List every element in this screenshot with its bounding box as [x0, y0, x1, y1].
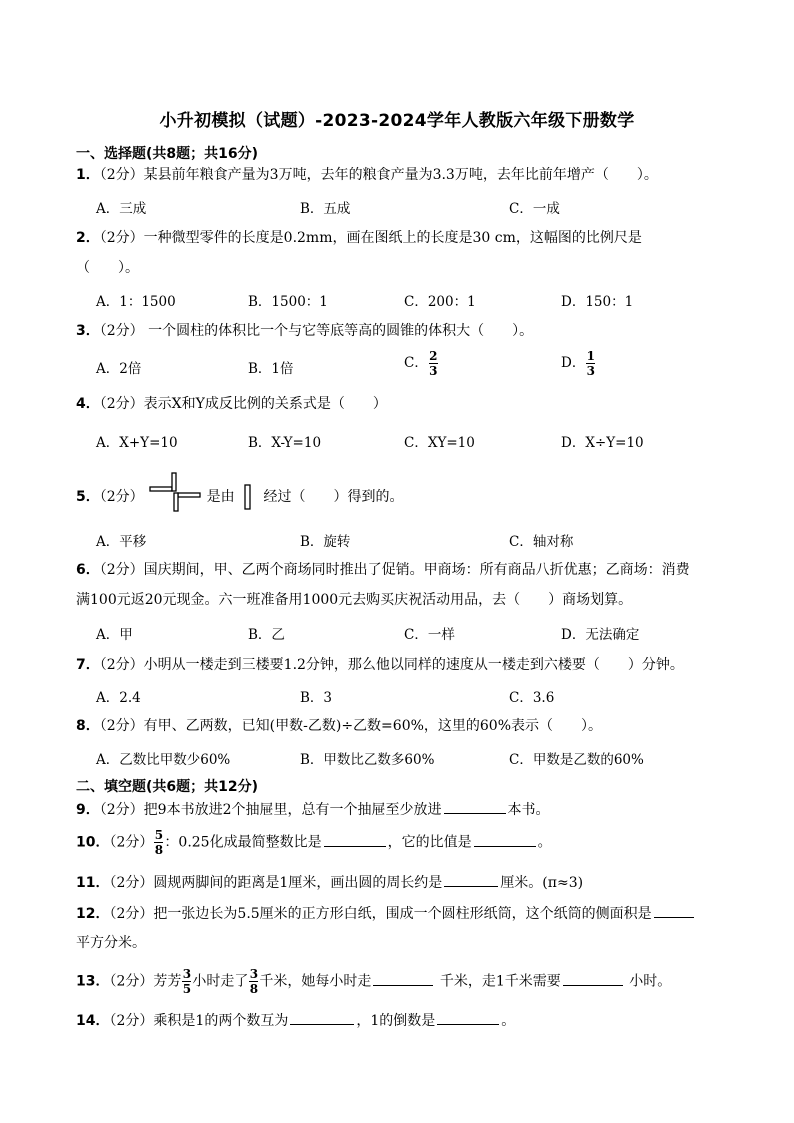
answer-blank[interactable]: [444, 872, 498, 887]
question-score: （2分）: [99, 396, 144, 412]
question-13: [76, 968, 726, 995]
question-text: 千米，走1千米需要: [435, 973, 561, 990]
pinwheel-figure: [148, 472, 202, 512]
question-number: 9．: [76, 802, 100, 818]
question-score: （2分）: [109, 834, 154, 851]
question-6-continued: 满100元返20元现金。六一班准备用1000元去购买庆祝活动用品，去（ ）商场划算。: [76, 592, 633, 608]
question-score: （2分）: [99, 489, 144, 505]
option-a[interactable]: A．1：1500: [96, 294, 176, 310]
question-text: 本书。: [507, 802, 550, 818]
fraction-denominator: 3: [429, 364, 438, 378]
option-c[interactable]: C．一样: [404, 627, 455, 643]
question-number: 3．: [76, 323, 100, 339]
option-b[interactable]: B．旋转: [300, 534, 351, 550]
option-a[interactable]: A．甲: [96, 627, 133, 643]
answer-blank[interactable]: [474, 832, 536, 847]
question-score: （2分）: [109, 875, 154, 891]
rectangle-figure: [239, 482, 259, 512]
fraction-numerator: 3: [249, 967, 259, 981]
question-score: （2分）: [99, 323, 144, 339]
answer-blank[interactable]: [654, 903, 694, 918]
question-text: ，它的比值是: [387, 834, 472, 851]
question-text: 。: [537, 834, 552, 851]
option-a[interactable]: A．平移: [96, 534, 147, 550]
answer-blank[interactable]: [444, 799, 506, 814]
question-text: 一种微型零件的长度是0.2mm，画在图纸上的长度是30 cm，这幅图的比例尺是: [143, 230, 642, 246]
question-text: 小明从一楼走到三楼要1.2分钟，那么他以同样的速度从一楼走到六楼要（ ）分钟。: [143, 657, 684, 673]
answer-blank[interactable]: [290, 1010, 354, 1025]
option-c[interactable]: C．200：1: [404, 294, 476, 310]
question-6: [76, 560, 726, 580]
question-number: 8．: [76, 718, 100, 734]
question-text: 。: [501, 1013, 516, 1029]
question-text: 国庆期间，甲、乙两个商场同时推出了促销。甲商场：所有商品八折优惠；乙商场：消费: [143, 562, 690, 578]
question-score: （2分）: [109, 1013, 154, 1029]
question-10: [76, 829, 726, 856]
question-number: 6．: [76, 562, 100, 578]
question-text: 厘米。(π≈3): [500, 875, 584, 891]
question-11: [76, 872, 726, 893]
option-label: C．: [404, 355, 428, 371]
option-b[interactable]: B．X-Y=10: [248, 435, 322, 451]
question-text: 圆规两脚间的距离是1厘米，画出圆的周长约是: [153, 875, 443, 891]
page-title: 小升初模拟（试题）-2023-2024学年人教版六年级下册数学: [159, 111, 635, 131]
fraction-denominator: 5: [182, 982, 192, 996]
question-7: [76, 655, 726, 675]
section-heading-choice: 一、选择题(共8题；共16分): [76, 146, 259, 162]
section-heading-fill: 二、填空题(共6题；共12分): [76, 779, 259, 795]
question-score: （2分）: [99, 802, 144, 818]
question-number: 1．: [76, 167, 100, 183]
question-12: [76, 903, 726, 924]
question-text: 某县前年粮食产量为3万吨，去年的粮食产量为3.3万吨，去年比前年增产（ ）。: [143, 167, 658, 183]
question-14: [76, 1010, 726, 1031]
question-text: 把9本书放进2个抽屉里，总有一个抽屉至少放进: [143, 802, 442, 818]
question-number: 12．: [76, 906, 110, 922]
option-b[interactable]: B．五成: [300, 201, 351, 217]
option-d[interactable]: D．150：1: [561, 294, 634, 310]
fraction: [154, 829, 163, 856]
question-score: （2分）: [99, 230, 144, 246]
fraction-denominator: 8: [249, 982, 259, 996]
question-number: 11．: [76, 875, 110, 891]
question-text: 一个圆柱的体积比一个与它等底等高的圆锥的体积大（ ）。: [143, 323, 534, 339]
option-b[interactable]: B．1500：1: [248, 294, 328, 310]
question-number: 13．: [76, 973, 110, 990]
question-9: [76, 799, 726, 820]
fraction-numerator: 5: [154, 828, 164, 842]
question-text: ，1的倒数是: [356, 1013, 436, 1029]
question-text: 表示X和Y成反比例的关系式是（ ）: [143, 396, 387, 412]
question-number: 5．: [76, 489, 100, 505]
question-4: [76, 394, 726, 414]
question-number: 7．: [76, 657, 100, 673]
question-score: （2分）: [99, 562, 144, 578]
question-text: 经过（ ）得到的。: [263, 489, 404, 505]
question-score: （2分）: [99, 718, 144, 734]
option-d[interactable]: [561, 350, 596, 377]
question-text: 有甲、乙两数，已知(甲数-乙数)÷乙数=60%，这里的60%表示（ ）。: [143, 718, 603, 734]
option-a[interactable]: A．2倍: [96, 361, 142, 377]
question-text: 是由: [206, 489, 235, 505]
answer-blank[interactable]: [563, 971, 623, 986]
fraction: [249, 968, 258, 995]
option-c[interactable]: C．甲数是乙数的60%: [509, 752, 644, 768]
option-b[interactable]: B．1倍: [248, 361, 294, 377]
question-3: [76, 321, 726, 341]
question-text: ：0.25化成最简整数比是: [164, 834, 322, 851]
option-a[interactable]: A．乙数比甲数少60%: [96, 752, 231, 768]
answer-blank[interactable]: [373, 971, 433, 986]
question-text: 小时走了: [192, 973, 249, 990]
option-a[interactable]: A．2.4: [96, 690, 141, 706]
answer-blank[interactable]: [437, 1010, 499, 1025]
option-c[interactable]: [404, 350, 439, 377]
fraction-denominator: 8: [154, 843, 164, 857]
fraction-denominator: 3: [586, 364, 595, 378]
question-score: （2分）: [99, 657, 144, 673]
option-b[interactable]: B．甲数比乙数多60%: [300, 752, 435, 768]
option-b[interactable]: B．乙: [248, 627, 285, 643]
question-text: 乘积是1的两个数互为: [153, 1013, 289, 1029]
question-8: [76, 716, 726, 736]
question-5: [76, 482, 726, 512]
fraction: [429, 350, 438, 377]
fraction-numerator: 3: [182, 967, 192, 981]
question-2-continued: （ ）。: [76, 260, 139, 276]
option-label: D．: [561, 355, 586, 371]
question-number: 4．: [76, 396, 100, 412]
option-d[interactable]: D．无法确定: [561, 627, 640, 643]
question-12-continued: 平方分米。: [76, 935, 146, 951]
question-2: [76, 228, 726, 248]
fraction: [586, 350, 595, 377]
question-text: 小时。: [624, 973, 672, 990]
fraction-numerator: 1: [586, 349, 595, 363]
question-1: [76, 165, 726, 185]
question-number: 2．: [76, 230, 100, 246]
question-score: （2分）: [99, 167, 144, 183]
option-c[interactable]: C．轴对称: [509, 534, 574, 550]
option-c[interactable]: C．3.6: [509, 690, 555, 706]
question-score: （2分）: [109, 973, 154, 990]
option-d[interactable]: D．X÷Y=10: [561, 435, 644, 451]
fraction: [182, 968, 191, 995]
option-a[interactable]: A．三成: [96, 201, 147, 217]
fraction-numerator: 2: [429, 349, 438, 363]
question-number: 14．: [76, 1013, 110, 1029]
question-number: 10．: [76, 834, 110, 851]
option-c[interactable]: C．XY=10: [404, 435, 475, 451]
option-b[interactable]: B．3: [300, 690, 333, 706]
answer-blank[interactable]: [324, 832, 386, 847]
option-c[interactable]: C．一成: [509, 201, 560, 217]
question-text: 芳芳: [153, 973, 182, 990]
question-score: （2分）: [109, 906, 154, 922]
option-a[interactable]: A．X+Y=10: [96, 435, 178, 451]
question-text: 千米，她每小时走: [259, 973, 372, 990]
question-text: 把一张边长为5.5厘米的正方形白纸，围成一个圆柱形纸筒，这个纸筒的侧面积是: [153, 906, 652, 922]
